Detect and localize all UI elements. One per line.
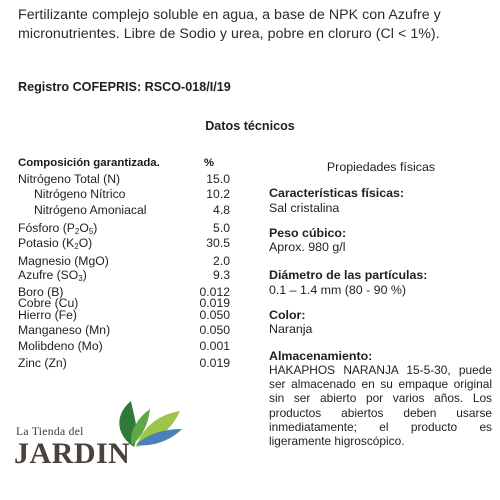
almacenamiento-text: HAKAPHOS NARANJA 15-5-30, puede ser almacenado en su empaque original sin ser abierto por varios años. Los productos abiertos deben usarse inmediatamente; el producto es ligeramente higroscópico.: [269, 363, 492, 449]
composition-row-label: Potasio $(K_2O)$: [18, 236, 93, 251]
logo-small-text: La Tienda del: [16, 425, 84, 438]
color-value: Naranja: [269, 322, 313, 336]
properties-title: Propiedades físicas: [326, 160, 436, 174]
composition-row-value: 0.019: [199, 356, 230, 370]
composition-row-value: 0.050: [199, 308, 230, 322]
composition-row-label: Boro (B): [18, 285, 64, 299]
composition-row-label: Manganeso (Mn): [18, 323, 111, 337]
composition-row-label: Fósforo $(P_2O_5)$: [18, 221, 98, 236]
composition-row-label: Nitrógeno Nítrico: [34, 187, 126, 201]
composition-row-value: 4.8: [213, 203, 230, 217]
almacenamiento-label: Almacenamiento:: [269, 349, 373, 363]
composition-row-value: 0.050: [199, 323, 230, 337]
composition-header-name: Composición garantizada.: [18, 157, 160, 169]
composition-row-value: 10.2: [206, 187, 230, 201]
composition-row-value: 2.0: [213, 254, 230, 268]
registro-cofepris: Registro COFEPRIS: RSCO-018/I/19: [18, 80, 231, 94]
composition-row-label: Nitrógeno Amoniacal: [34, 203, 147, 217]
composition-row-label: Zinc (Zn): [18, 356, 67, 370]
composition-row-label: Molibdeno (Mo): [18, 339, 103, 353]
composition-row-value: 0.001: [199, 339, 230, 353]
composition-header: [18, 157, 214, 169]
composition-row-label: Nitrógeno Total (N): [18, 172, 121, 186]
composition-row-label: Azufre $(SO_3)$: [18, 268, 87, 283]
composition-row-value: 5.0: [213, 221, 230, 235]
peso-cubico-label: Peso cúbico:: [269, 226, 347, 240]
product-description: Fertilizante complejo soluble en agua, a base de NPK con Azufre y micronutrientes. Libre de Sodio y urea, pobre en cloruro (Cl < 1%).: [18, 7, 441, 42]
composition-row-value: 15.0: [206, 172, 230, 186]
composition-row-value: 9.3: [213, 268, 230, 282]
composition-row-value: 0.019: [199, 296, 230, 310]
caracteristicas-value: Sal cristalina: [269, 201, 340, 215]
datos-tecnicos-title: Datos técnicos: [205, 119, 295, 133]
logo-big-text: JARDIN: [14, 437, 131, 470]
composition-row-label: Hierro (Fe): [18, 308, 77, 322]
composition-row-value: 0.012: [199, 285, 230, 299]
peso-cubico-value: Aprox. 980 g/l: [269, 240, 346, 254]
composition-row-value: 30.5: [206, 236, 230, 250]
diametro-label: Diámetro de las partículas:: [269, 268, 428, 282]
color-label: Color:: [269, 308, 306, 322]
caracteristicas-label: Características físicas:: [269, 186, 405, 200]
tienda-jardin-logo: [6, 395, 206, 495]
composition-header-value: %: [203, 157, 214, 169]
composition-row-label: Magnesio (MgO): [18, 254, 109, 268]
composition-row-label: Cobre (Cu): [18, 296, 79, 310]
diametro-value: 0.1 – 1.4 mm (80 - 90 %): [269, 283, 407, 297]
